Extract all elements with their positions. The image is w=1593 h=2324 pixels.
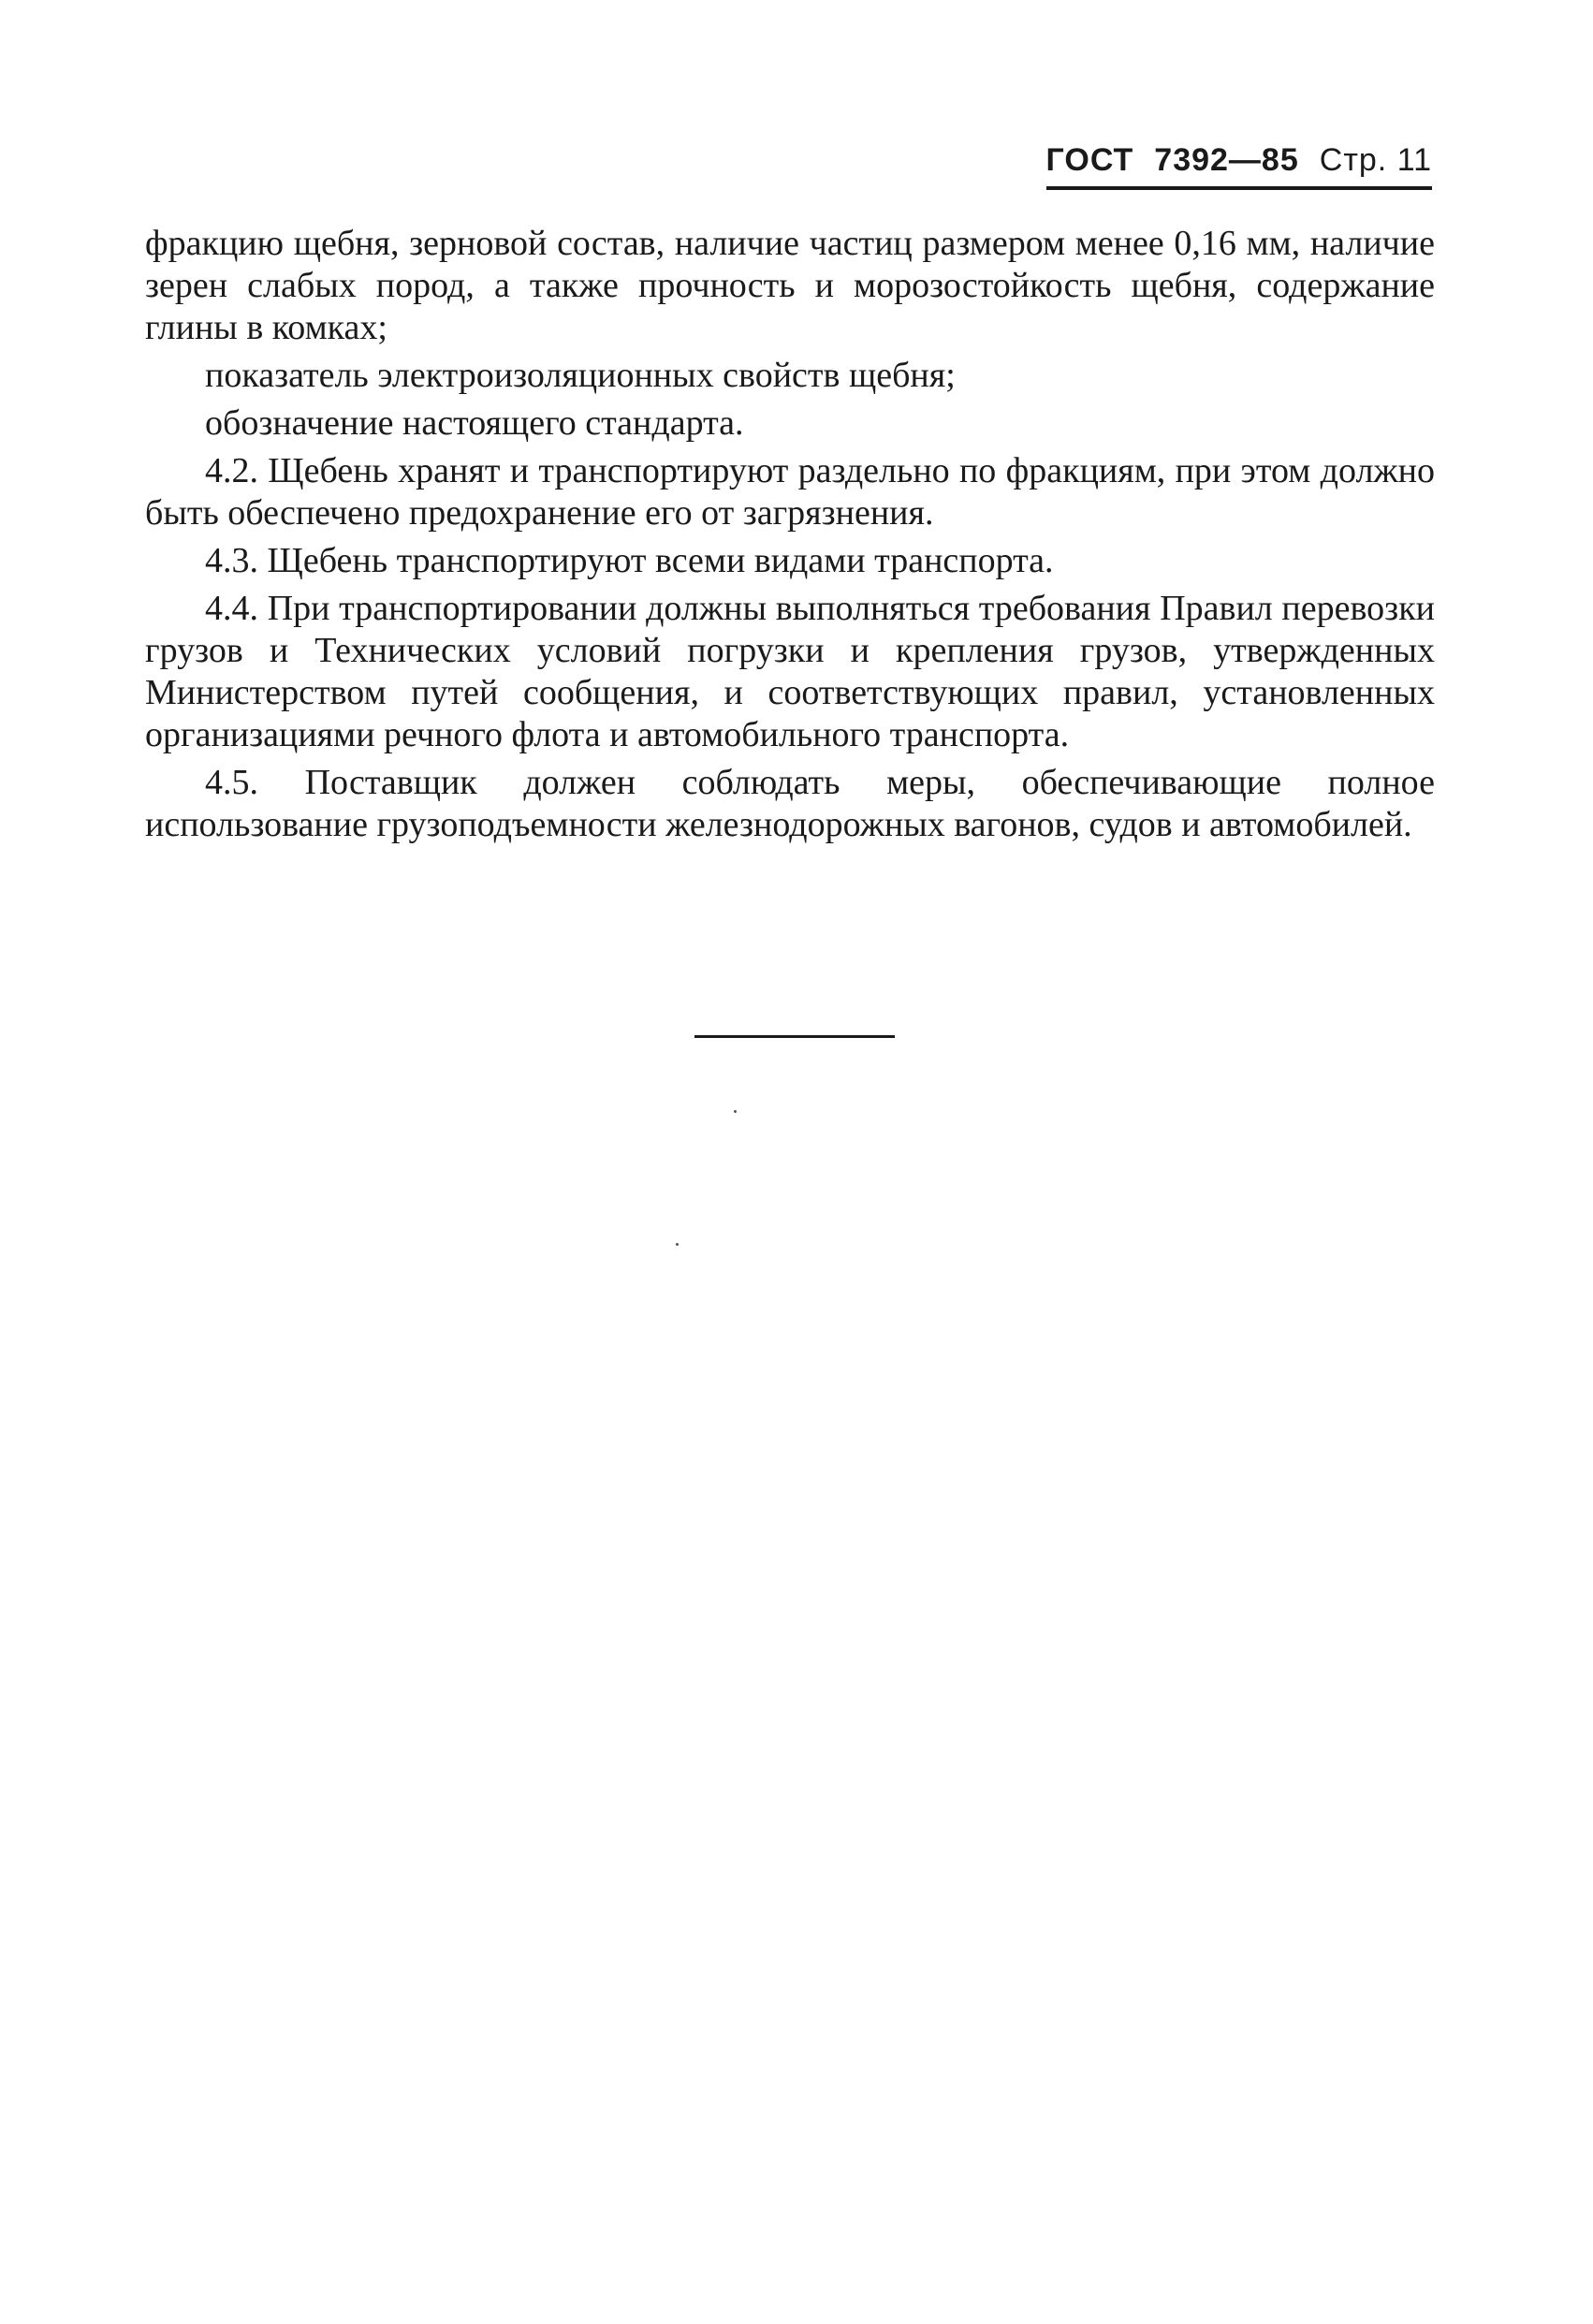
document-body	[145, 223, 1435, 852]
paragraph-4-2: 4.2. Щебень хранят и транспортируют раздельно по фракциям, при этом должно быть обеспечено предохранение его от загрязнения.	[145, 451, 1435, 533]
page-number: Стр. 11	[1319, 142, 1432, 178]
paragraph-continuation: фракцию щебня, зерновой состав, наличие частиц размером менее 0,16 мм, наличие зерен слабых пород, а также прочность и морозостойкость щебня, содержание глины в комках;	[145, 224, 1435, 347]
page-header	[1046, 142, 1432, 190]
standard-label: ГОСТ	[1045, 142, 1134, 178]
standard-number: 7392—85	[1154, 142, 1299, 178]
paragraph-insulation-properties: показатель электроизоляционных свойств щебня;	[205, 356, 956, 395]
scan-speck	[734, 1110, 737, 1113]
scan-speck	[676, 1243, 679, 1246]
paragraph-4-5: 4.5. Поставщик должен соблюдать меры, обеспечивающие полное использование грузоподъемности железнодорожных вагонов, судов и автомобилей.	[145, 763, 1435, 844]
paragraph-standard-designation: обозначение настоящего стандарта.	[205, 403, 744, 443]
paragraph-4-4: 4.4. При транспортировании должны выполняться требования Правил перевозки грузов и Технических условий погрузки и крепления грузов, утвержденных Министерством путей сообщения, и соответствующих правил, установленных организациями речного флота и автомобильного транспорта.	[145, 589, 1435, 754]
end-rule	[694, 1035, 895, 1038]
paragraph-4-3: 4.3. Щебень транспортируют всеми видами транспорта.	[205, 541, 1054, 580]
